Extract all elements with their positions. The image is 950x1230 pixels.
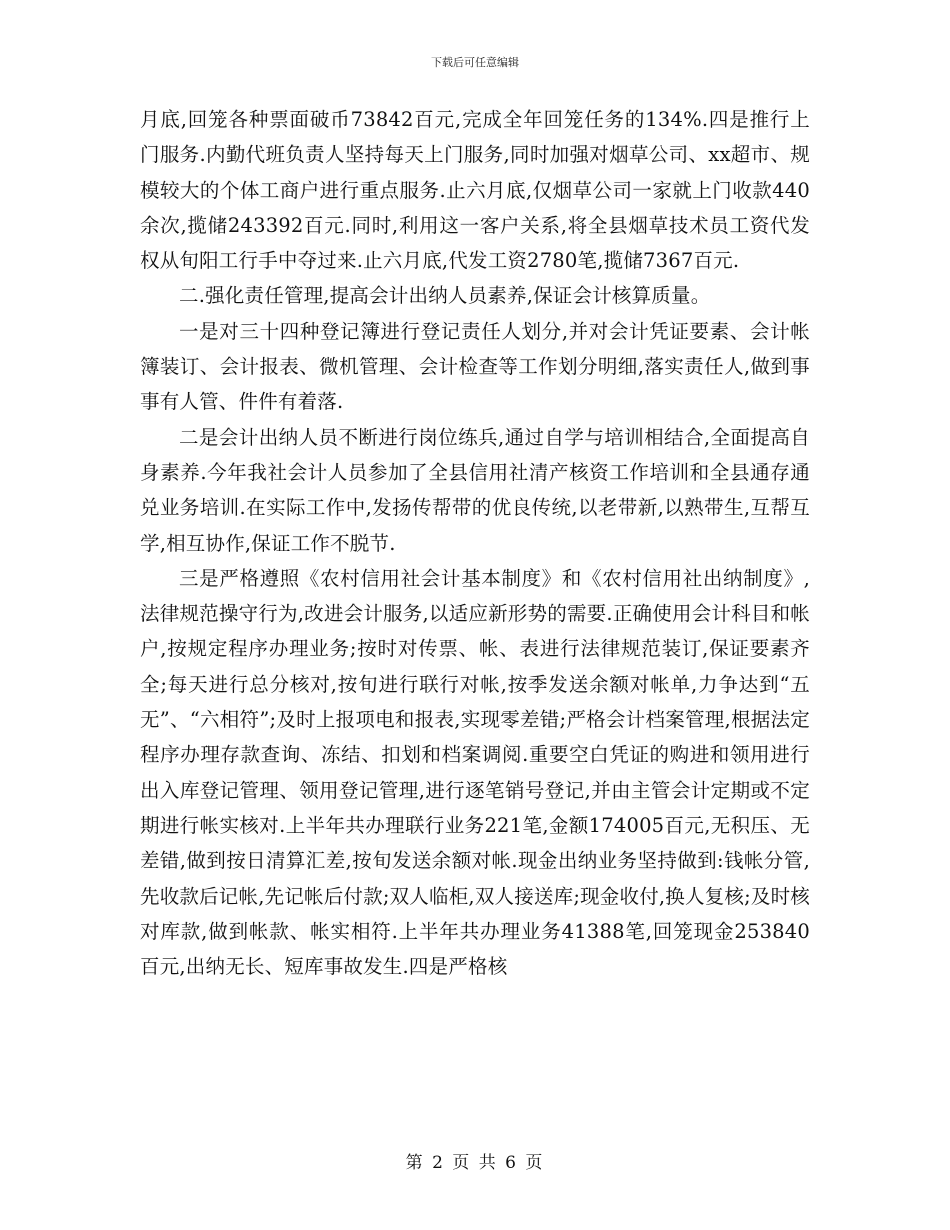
paragraph-3: 一是对三十四种登记簿进行登记责任人划分,并对会计凭证要素、会计帐簿装订、会计报表、微机管理、会计检查等工作划分明细,落实责任人,做到事事有人管、件件有着落. xyxy=(140,319,810,414)
section-heading: 二.强化责任管理,提高会计出纳人员素养,保证会计核算质量。 xyxy=(179,284,711,308)
paragraph-4: 二是会计出纳人员不断进行岗位练兵,通过自学与培训相结合,全面提高自身素养.今年我社会计人员参加了全县信用社清产核资工作培训和全县通存通兑业务培训.在实际工作中,发扬传帮带的优良传统,以老带新,以熟带生,互帮互学,相互协作,保证工作不脱节. xyxy=(140,425,810,555)
page-header: 下载后可任意编辑 xyxy=(431,56,519,69)
page-number: 第 2 页 共 6 页 xyxy=(405,1153,545,1173)
paragraph-5: 三是严格遵照《农村信用社会计基本制度》和《农村信用社出纳制度》,法律规范操守行为,改进会计服务,以适应新形势的需要.正确使用会计科目和帐户,按规定程序办理业务;按时对传票、帐、表进行法律规范装订,保证要素齐全;每天进行总分核对,按旬进行联行对帐,按季发送余额对帐单,力争达到“五无”、“六相符”;及时上报项电和报表,实现零差错;严格会计档案管理,根据法定程序办理存款查询、冻结、扣划和档案调阅.重要空白凭证的购进和领用进行出入库登记管理、领用登记管理,进行逐笔销号登记,并由主管会计定期或不定期进行帐实核对.上半年共办理联行业务221笔,金额174005百元,无积压、无差错,做到按日清算汇差,按旬发送余额对帐.现金出纳业务坚持做到:钱帐分管,先收款后记帐,先记帐后付款;双人临柜,双人接送库;现金收付,换人复核;及时核对库款,做到帐款、帐实相符.上半年共办理业务41388笔,回笼现金253840百元,出纳无长、短库事故发生.四是严格核 xyxy=(140,566,810,979)
document-body xyxy=(140,102,810,984)
paragraph-1: 月底,回笼各种票面破币73842百元,完成全年回笼任务的134%.四是推行上门服务.内勤代班负责人坚持每天上门服务,同时加强对烟草公司、xx超市、规模较大的个体工商户进行重点服务.止六月底,仅烟草公司一家就上门收款440余次,揽储243392百元.同时,利用这一客户关系,将全县烟草技术员工资代发权从旬阳工行手中夺过来.止六月底,代发工资2780笔,揽储7367百元. xyxy=(140,108,810,273)
